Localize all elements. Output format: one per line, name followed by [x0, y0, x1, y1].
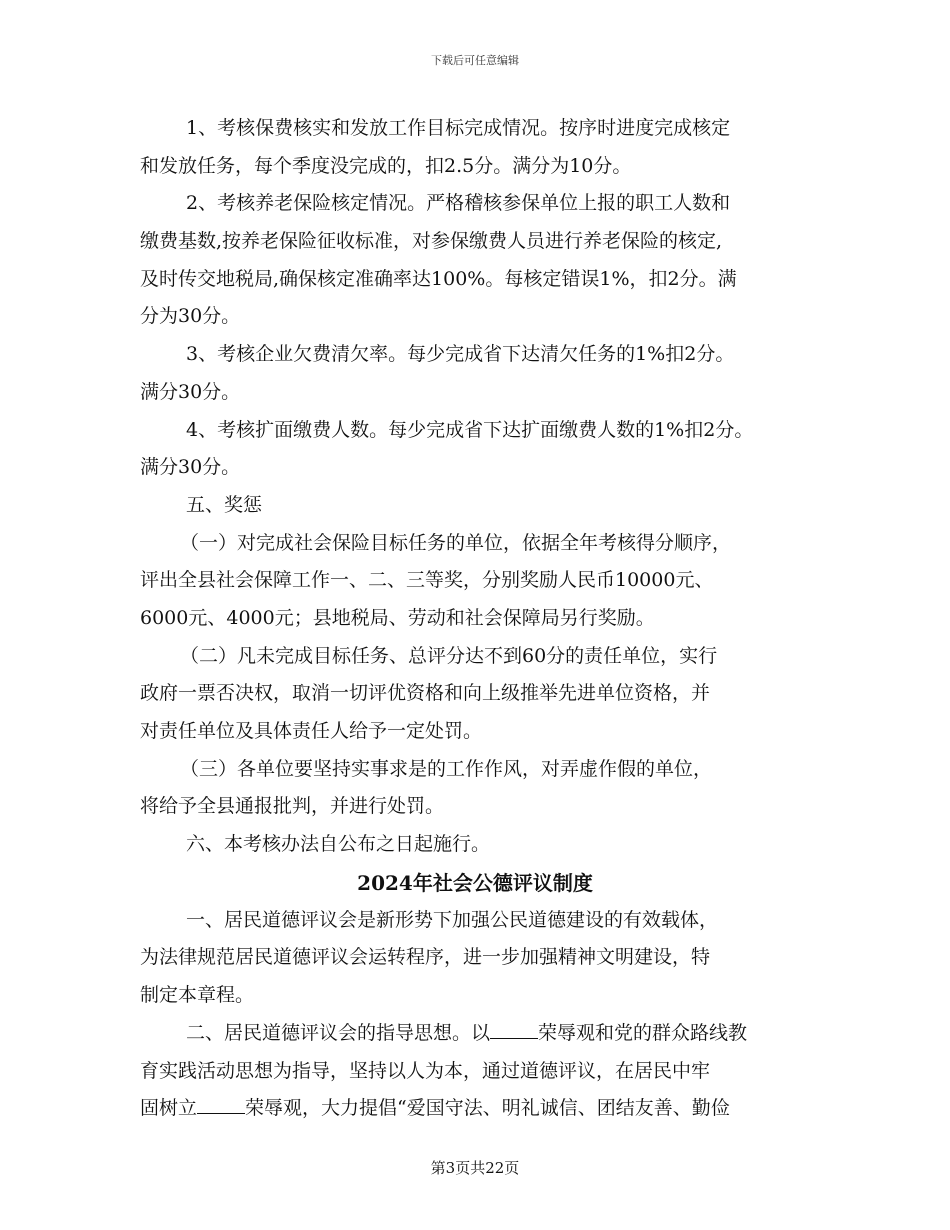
paragraph-line: 和发放任务，每个季度没完成的，扣2.5分。满分为10分。 [140, 154, 632, 177]
section-heading: 五、奖惩 [186, 493, 263, 516]
paragraph-line: 为法律规范居民道德评议会运转程序，进一步加强精神文明建设，特 [140, 946, 711, 969]
paragraph-line: 6000元、4000元；县地税局、劳动和社会保障局另行奖励。 [140, 606, 655, 629]
paragraph-line: 缴费基数,按养老保险征收标准，对参保缴费人员进行养老保险的核定, [140, 230, 723, 253]
paragraph-line: 育实践活动思想为指导，坚持以人为本，通过道德评议，在居民中牢 [140, 1059, 711, 1082]
paragraph-line: 及时传交地税局,确保核定准确率达100%。每核定错误1%，扣2分。满 [140, 267, 737, 290]
paragraph-line: 对责任单位及具体责任人给予一定处罚。 [140, 720, 483, 742]
paragraph-line: 政府一票否决权，取消一切评优资格和向上级推举先进单位资格，并 [140, 682, 711, 705]
document-title: 2024年社会公德评议制度 [357, 870, 593, 895]
paragraph-line: 将给予全县通报批判，并进行处罚。 [140, 795, 445, 818]
paragraph-line: 分为30分。 [140, 305, 241, 328]
paragraph-line: 满分30分。 [140, 456, 241, 479]
page-footer: 第3页共22页 [430, 1159, 520, 1177]
line-text: 荣辱观，大力提倡“爱国守法、明礼诚信、团结友善、勤俭 [245, 1097, 730, 1120]
page-header: 下载后可任意编辑 [431, 54, 519, 67]
paragraph-line: （三）各单位要坚持实事求是的工作作风，对弄虚作假的单位， [180, 757, 713, 780]
paragraph-line: 3、考核企业欠费清欠率。每少完成省下达清欠任务的1%扣2分。 [186, 343, 735, 366]
paragraph-line: 满分30分。 [140, 380, 241, 403]
line-text: 二、居民道德评议会的指导思想。以 [186, 1021, 491, 1044]
paragraph-line: 评出全县社会保障工作一、二、三等奖，分别奖励人民币10000元、 [140, 569, 714, 592]
line-text: 固树立 [140, 1097, 198, 1120]
paragraph-line: 1、考核保费核实和发放工作目标完成情况。按序时进度完成核定 [186, 117, 731, 139]
document-body [140, 110, 810, 1128]
paragraph-line: （二）凡未完成目标任务、总评分达不到60分的责任单位，实行 [180, 644, 718, 667]
paragraph-line: 4、考核扩面缴费人数。每少完成省下达扩面缴费人数的1%扣2分。 [186, 418, 754, 441]
paragraph-line: 制定本章程。 [140, 984, 255, 1007]
blank-underline [490, 1020, 538, 1039]
paragraph-line: 2、考核养老保险核定情况。严格稽核参保单位上报的职工人数和 [186, 192, 731, 215]
paragraph-line: 一、居民道德评议会是新形势下加强公民道德建设的有效载体， [186, 908, 719, 931]
paragraph-line: （一）对完成社会保险目标任务的单位，依据全年考核得分顺序， [180, 531, 732, 554]
blank-underline [197, 1095, 245, 1114]
section-heading: 六、本考核办法自公布之日起施行。 [186, 833, 491, 856]
paragraph-line [140, 1015, 810, 1053]
line-text: 荣辱观和党的群众路线教 [538, 1021, 748, 1044]
paragraph-line [140, 1090, 810, 1128]
